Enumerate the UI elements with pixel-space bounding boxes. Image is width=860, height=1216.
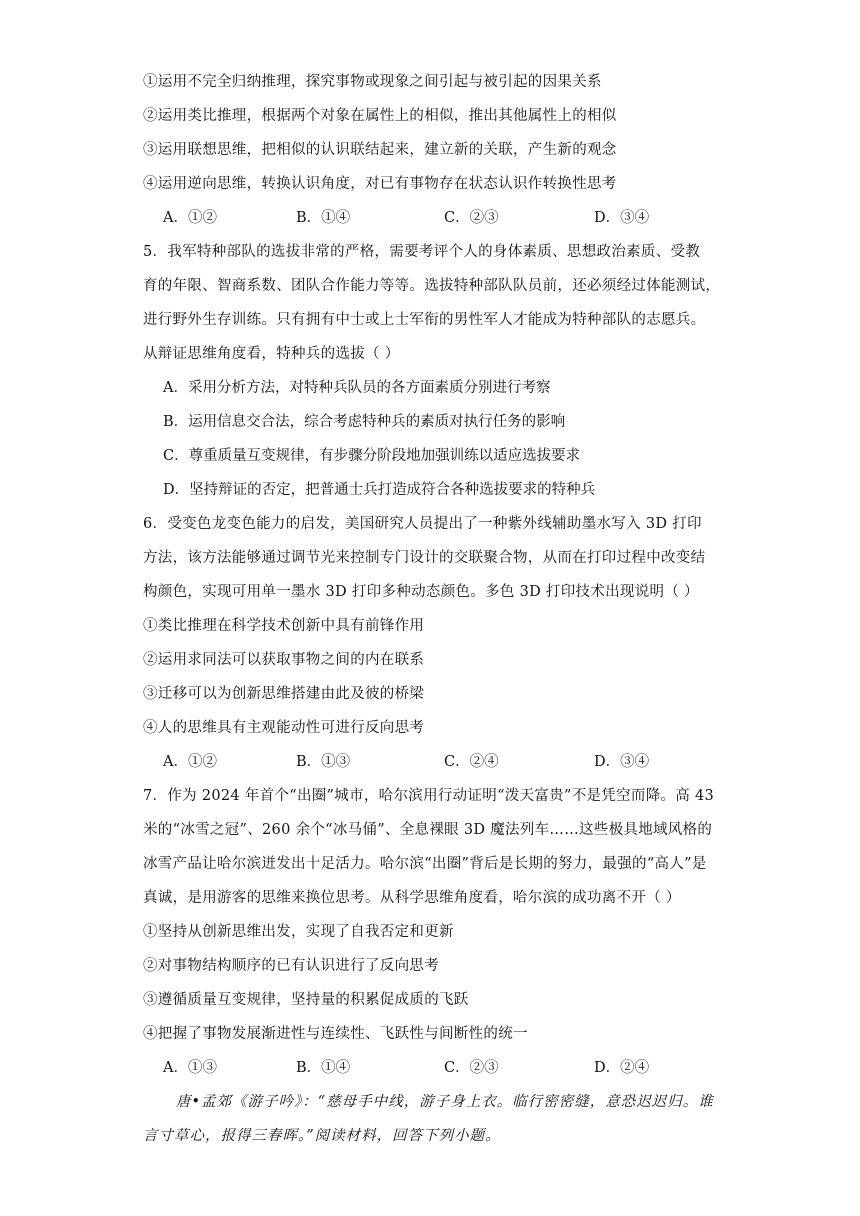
q5-option-a: A．采用分析方法，对特种兵队员的各方面素质分别进行考察 (163, 380, 551, 396)
q6-stem-line-3: 构颜色，实现可用单一墨水 3D 打印多种动态颜色。多色 3D 打印技术出现说明（ ） (143, 584, 699, 600)
q4-item-3: ③运用联想思维，把相似的认识联结起来，建立新的关联，产生新的观念 (143, 142, 617, 158)
q6-option-d: D．③④ (594, 754, 650, 770)
q6-stem-line-1: 6．受变色龙变色能力的启发，美国研究人员提出了一种紫外线辅助墨水写入 3D 打印 (143, 516, 702, 532)
q7-stem-line-1: 7．作为 2024 年首个“出圈”城市，哈尔滨用行动证明“泼天富贵”不是凭空而降。高 43 (143, 788, 715, 804)
q4-option-c: C．②③ (444, 210, 499, 226)
q4-item-4: ④运用逆向思维，转换认识角度，对已有事物存在状态认识作转换性思考 (143, 176, 617, 192)
q6-option-c: C．②④ (444, 754, 499, 770)
q6-option-a: A．①② (163, 754, 217, 770)
q5-option-d: D．坚持辩证的否定，把普通士兵打造成符合各种选拔要求的特种兵 (163, 482, 596, 498)
q4-option-b: B．①④ (296, 210, 351, 226)
q5-stem-line-1: 5．我军特种部队的选拔非常的严格，需要考评个人的身体素质、思想政治素质、受教 (143, 244, 701, 260)
poem-material-line-1: 唐•孟郊《游子吟》：“慈母手中线，游子身上衣。临行密密缝，意恐迟迟归。谁 (176, 1094, 714, 1110)
q6-stem-line-2: 方法，该方法能够通过调节光来控制专门设计的交联聚合物，从而在打印过程中改变结 (143, 550, 706, 566)
q7-option-a: A．①③ (163, 1060, 217, 1076)
q4-option-d: D．③④ (594, 210, 650, 226)
q7-stem-line-4: 真诚，是用游客的思维来换位思考。从科学思维角度看，哈尔滨的成功离不开（ ） (143, 890, 681, 906)
q7-item-2: ②对事物结构顺序的已有认识进行了反向思考 (143, 958, 439, 974)
q5-option-c: C．尊重质量互变规律，有步骤分阶段地加强训练以适应选拔要求 (163, 448, 581, 464)
q7-item-1: ①坚持从创新思维出发，实现了自我否定和更新 (143, 924, 454, 940)
q7-option-c: C．②③ (444, 1060, 499, 1076)
q7-item-3: ③遵循质量互变规律，坚持量的积累促成质的飞跃 (143, 992, 469, 1008)
q6-option-b: B．①③ (296, 754, 351, 770)
poem-material-line-2: 言寸草心，报得三春晖。”阅读材料，回答下列小题。 (143, 1128, 501, 1144)
q5-stem-line-3: 进行野外生存训练。只有拥有中士或上士军衔的男性军人才能成为特种部队的志愿兵。 (143, 312, 706, 328)
q6-item-1: ①类比推理在科学技术创新中具有前锋作用 (143, 618, 425, 634)
q6-item-3: ③迁移可以为创新思维搭建由此及彼的桥梁 (143, 686, 425, 702)
q4-option-a: A．①② (163, 210, 217, 226)
q7-item-4: ④把握了事物发展渐进性与连续性、飞跃性与间断性的统一 (143, 1026, 528, 1042)
q4-item-1: ①运用不完全归纳推理，探究事物或现象之间引起与被引起的因果关系 (143, 74, 602, 90)
q5-option-b: B．运用信息交合法，综合考虑特种兵的素质对执行任务的影响 (163, 414, 566, 430)
q4-item-2: ②运用类比推理，根据两个对象在属性上的相似，推出其他属性上的相似 (143, 108, 617, 124)
q5-stem-line-4: 从辩证思维角度看，特种兵的选拔（ ） (143, 346, 400, 362)
q5-stem-line-2: 育的年限、智商系数、团队合作能力等等。选拔特种部队队员前，还必须经过体能测试， (143, 278, 721, 294)
q7-option-d: D．②④ (594, 1060, 650, 1076)
q7-option-b: B．①④ (296, 1060, 351, 1076)
q6-item-4: ④人的思维具有主观能动性可进行反向思考 (143, 720, 425, 736)
q7-stem-line-3: 冰雪产品让哈尔滨迸发出十足活力。哈尔滨“出圈”背后是长期的努力，最强的“高人”是 (143, 856, 707, 872)
q7-stem-line-2: 米的“冰雪之冠”、260 余个“冰马俑”、全息裸眼 3D 魔法列车……这些极具地域风格的 (143, 822, 713, 838)
q6-item-2: ②运用求同法可以获取事物之间的内在联系 (143, 652, 425, 668)
